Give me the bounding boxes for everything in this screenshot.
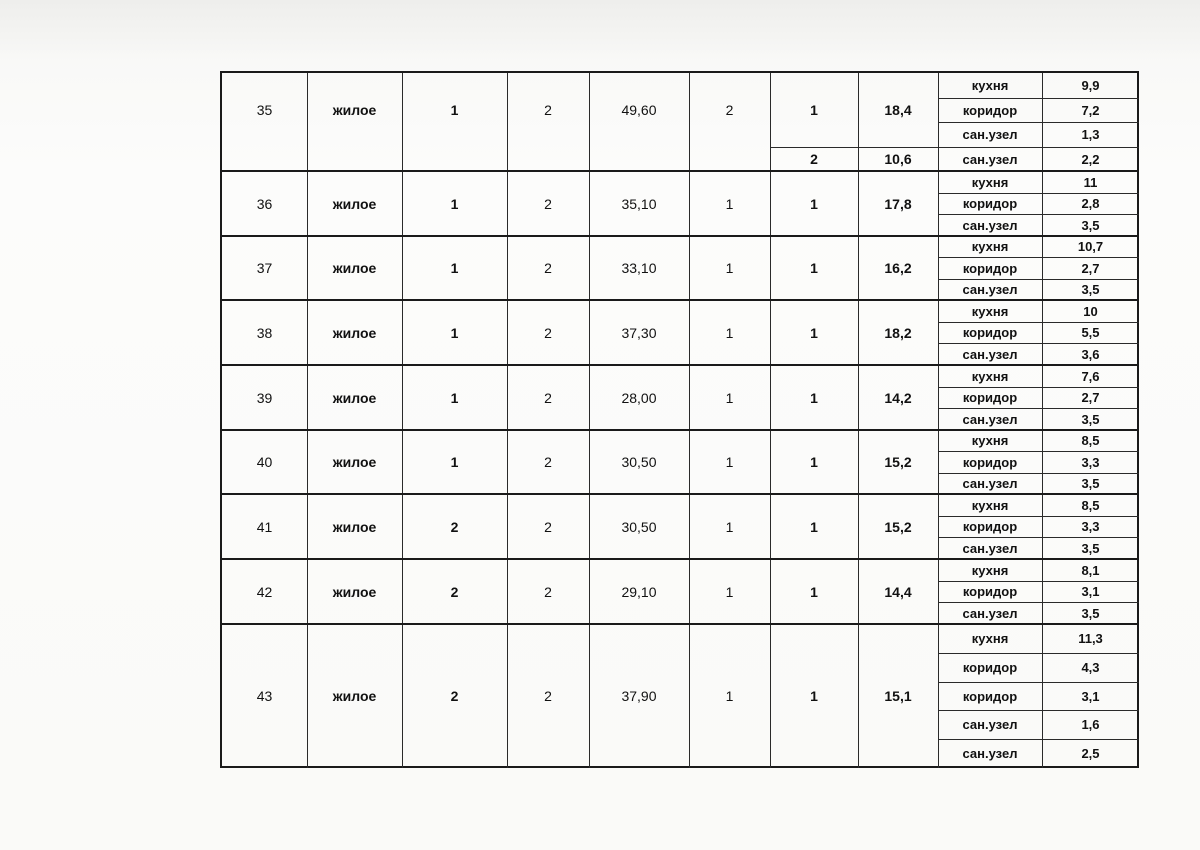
floor-value: 1 bbox=[450, 389, 459, 406]
aux-room-name: коридор bbox=[962, 660, 1018, 675]
living-room-area: 14,2 bbox=[884, 389, 912, 406]
apartment-number: 40 bbox=[256, 454, 273, 470]
apartment-number: 36 bbox=[256, 195, 273, 212]
living-room-number: 1 bbox=[810, 688, 818, 704]
living-room-number: 1 bbox=[810, 454, 818, 470]
room-count: 2 bbox=[725, 102, 734, 118]
floor-value: 1 bbox=[450, 260, 459, 276]
aux-room-area: 3,5 bbox=[1081, 476, 1100, 491]
aux-room-name: кухня bbox=[971, 174, 1009, 190]
total-area: 30,50 bbox=[621, 518, 657, 535]
floor-value: 2 bbox=[450, 518, 459, 535]
aux-room-name: кухня bbox=[971, 303, 1009, 319]
living-room-area: 10,6 bbox=[884, 151, 912, 167]
total-area: 35,10 bbox=[621, 195, 657, 212]
apartment-number: 42 bbox=[256, 583, 273, 600]
aux-room-name: коридор bbox=[962, 390, 1018, 405]
total-area: 37,90 bbox=[621, 688, 657, 704]
living-room-area: 15,1 bbox=[884, 688, 912, 704]
aux-room-name: сан.узел bbox=[962, 746, 1018, 761]
column-4-value: 2 bbox=[544, 324, 552, 341]
premises-type: жилое bbox=[332, 518, 377, 535]
aux-room-name: коридор bbox=[962, 260, 1018, 276]
aux-room-name: кухня bbox=[971, 497, 1009, 513]
aux-room-area: 8,5 bbox=[1081, 433, 1100, 448]
room-count: 1 bbox=[725, 688, 734, 704]
aux-room-area: 1,3 bbox=[1081, 127, 1100, 142]
aux-room-name: коридор bbox=[962, 584, 1018, 599]
premises-type: жилое bbox=[332, 260, 377, 276]
apartment-number: 43 bbox=[256, 688, 273, 704]
aux-room-name: коридор bbox=[962, 196, 1018, 211]
aux-room-name: сан.узел bbox=[962, 217, 1018, 233]
room-count: 1 bbox=[725, 195, 734, 212]
aux-room-name: кухня bbox=[971, 368, 1009, 384]
living-room-area: 17,8 bbox=[884, 195, 912, 212]
aux-room-area: 3,5 bbox=[1081, 605, 1100, 621]
aux-room-area: 2,7 bbox=[1081, 260, 1100, 276]
column-4-value: 2 bbox=[544, 260, 552, 276]
premises-type: жилое bbox=[332, 102, 377, 118]
column-4-value: 2 bbox=[544, 389, 552, 406]
aux-room-name: сан.узел bbox=[962, 605, 1018, 621]
column-4-value: 2 bbox=[544, 583, 552, 600]
aux-room-name: кухня bbox=[971, 631, 1009, 646]
premises-type: жилое bbox=[332, 583, 377, 600]
living-room-area: 18,4 bbox=[884, 102, 912, 118]
living-room-area: 18,2 bbox=[884, 324, 912, 341]
premises-type: жилое bbox=[332, 195, 377, 212]
aux-room-name: сан.узел bbox=[962, 151, 1018, 167]
aux-room-area: 11 bbox=[1083, 174, 1098, 190]
floor-value: 1 bbox=[450, 102, 459, 118]
living-room-area: 14,4 bbox=[884, 583, 912, 600]
aux-room-name: сан.узел bbox=[962, 282, 1018, 297]
premises-type: жилое bbox=[332, 324, 377, 341]
total-area: 29,10 bbox=[621, 583, 657, 600]
room-count: 1 bbox=[725, 389, 734, 406]
aux-room-area: 3,1 bbox=[1081, 688, 1100, 704]
aux-room-name: кухня bbox=[971, 562, 1009, 578]
aux-room-area: 10 bbox=[1083, 303, 1098, 319]
aux-room-area: 3,6 bbox=[1081, 346, 1100, 362]
apartment-number: 38 bbox=[256, 324, 273, 341]
room-count: 1 bbox=[725, 260, 734, 276]
premises-type: жилое bbox=[332, 688, 377, 704]
total-area: 37,30 bbox=[621, 324, 657, 341]
aux-room-name: коридор bbox=[962, 325, 1018, 340]
room-count: 1 bbox=[725, 583, 734, 600]
aux-room-area: 1,6 bbox=[1081, 717, 1100, 732]
living-room-number: 1 bbox=[810, 389, 818, 406]
floor-value: 2 bbox=[450, 688, 459, 704]
apartment-number: 41 bbox=[256, 518, 273, 535]
aux-room-area: 5,5 bbox=[1081, 325, 1100, 340]
premises-type: жилое bbox=[332, 454, 377, 470]
aux-room-name: коридор bbox=[962, 688, 1018, 704]
aux-room-area: 3,3 bbox=[1081, 519, 1100, 534]
living-room-number: 1 bbox=[810, 583, 818, 600]
aux-room-area: 11,3 bbox=[1078, 631, 1103, 646]
living-room-number: 1 bbox=[810, 195, 818, 212]
aux-room-area: 4,3 bbox=[1081, 660, 1100, 675]
living-room-number: 2 bbox=[810, 151, 818, 167]
living-room-area: 16,2 bbox=[884, 260, 912, 276]
room-count: 1 bbox=[725, 518, 734, 535]
floor-value: 1 bbox=[450, 195, 459, 212]
floor-value: 1 bbox=[450, 454, 459, 470]
aux-room-name: кухня bbox=[971, 78, 1009, 93]
aux-room-area: 2,5 bbox=[1081, 746, 1100, 761]
living-room-area: 15,2 bbox=[884, 454, 912, 470]
aux-room-area: 2,8 bbox=[1081, 196, 1100, 211]
aux-room-name: сан.узел bbox=[962, 411, 1018, 427]
column-4-value: 2 bbox=[544, 688, 552, 704]
aux-room-area: 7,6 bbox=[1081, 368, 1100, 384]
living-room-number: 1 bbox=[810, 260, 818, 276]
aux-room-area: 3,5 bbox=[1081, 217, 1100, 233]
aux-room-area: 2,7 bbox=[1081, 390, 1100, 405]
aux-room-name: сан.узел bbox=[962, 346, 1018, 362]
apartment-area-table bbox=[220, 71, 1139, 768]
aux-room-area: 2,2 bbox=[1081, 151, 1100, 167]
aux-room-name: коридор bbox=[962, 454, 1018, 470]
scan-shadow bbox=[0, 0, 1200, 60]
aux-room-name: сан.узел bbox=[962, 127, 1018, 142]
aux-room-name: кухня bbox=[971, 433, 1009, 448]
room-count: 1 bbox=[725, 454, 734, 470]
aux-room-area: 3,5 bbox=[1081, 540, 1100, 556]
aux-room-name: сан.узел bbox=[962, 476, 1018, 491]
total-area: 30,50 bbox=[621, 454, 657, 470]
aux-room-area: 8,1 bbox=[1081, 562, 1100, 578]
apartment-number: 39 bbox=[256, 389, 273, 406]
aux-room-name: коридор bbox=[962, 519, 1018, 534]
aux-room-name: коридор bbox=[962, 102, 1018, 118]
aux-room-area: 3,5 bbox=[1081, 411, 1100, 427]
living-room-number: 1 bbox=[810, 324, 818, 341]
aux-room-area: 9,9 bbox=[1081, 78, 1100, 93]
aux-room-area: 8,5 bbox=[1081, 497, 1100, 513]
aux-room-name: сан.узел bbox=[962, 717, 1018, 732]
aux-room-area: 7,2 bbox=[1081, 102, 1100, 118]
aux-room-area: 3,1 bbox=[1081, 584, 1100, 599]
floor-value: 2 bbox=[450, 583, 459, 600]
living-room-number: 1 bbox=[810, 518, 818, 535]
column-4-value: 2 bbox=[544, 195, 552, 212]
column-4-value: 2 bbox=[544, 454, 552, 470]
aux-room-area: 3,5 bbox=[1081, 282, 1100, 297]
aux-room-name: сан.узел bbox=[962, 540, 1018, 556]
living-room-area: 15,2 bbox=[884, 518, 912, 535]
total-area: 28,00 bbox=[621, 389, 657, 406]
total-area: 49,60 bbox=[621, 102, 657, 118]
aux-room-area: 10,7 bbox=[1077, 239, 1104, 254]
apartment-number: 37 bbox=[256, 260, 273, 276]
total-area: 33,10 bbox=[621, 260, 657, 276]
room-count: 1 bbox=[725, 324, 734, 341]
floor-value: 1 bbox=[450, 324, 459, 341]
column-4-value: 2 bbox=[544, 518, 552, 535]
aux-room-area: 3,3 bbox=[1081, 454, 1100, 470]
column-4-value: 2 bbox=[544, 102, 552, 118]
aux-room-name: кухня bbox=[971, 239, 1009, 254]
premises-type: жилое bbox=[332, 389, 377, 406]
apartment-number: 35 bbox=[256, 102, 273, 118]
living-room-number: 1 bbox=[810, 102, 818, 118]
